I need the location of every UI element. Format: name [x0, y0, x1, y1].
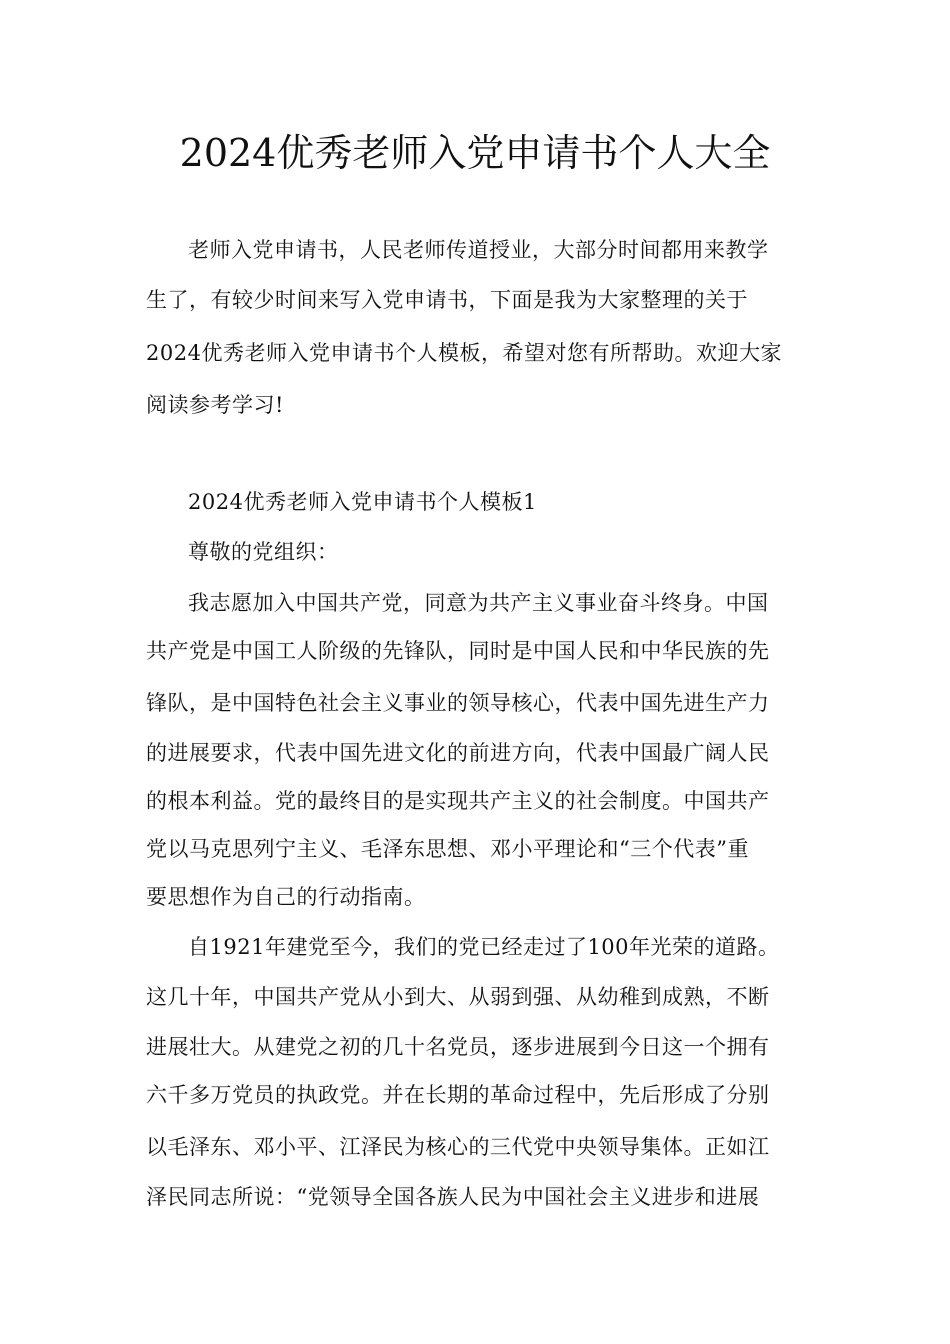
- paragraph2-line-1: 自1921年建党至今，我们的党已经走过了100年光荣的道路。: [188, 935, 780, 959]
- paragraph1-line-5: 的根本利益。党的最终目的是实现共产主义的社会制度。中国共产: [146, 789, 770, 813]
- paragraph1-line-2: 共产党是中国工人阶级的先锋队，同时是中国人民和中华民族的先: [146, 639, 770, 663]
- paragraph2-line-5: 以毛泽东、邓小平、江泽民为核心的三代党中央领导集体。正如江: [146, 1135, 770, 1159]
- paragraph2-line-3: 进展壮大。从建党之初的几十名党员，逐步进展到今日这一个拥有: [146, 1035, 770, 1059]
- paragraph1-line-7: 要思想作为自己的行动指南。: [146, 885, 426, 909]
- intro-line-1: 老师入党申请书，人民老师传道授业，大部分时间都用来教学: [188, 238, 769, 262]
- paragraph1-line-4: 的进展要求，代表中国先进文化的前进方向，代表中国最广阔人民: [146, 741, 770, 765]
- section-heading: 2024优秀老师入党申请书个人模板1: [188, 490, 537, 514]
- paragraph2-line-4: 六千多万党员的执政党。并在长期的革命过程中，先后形成了分别: [146, 1083, 770, 1107]
- paragraph2-line-6: 泽民同志所说：“党领导全国各族人民为中国社会主义进步和进展: [146, 1185, 760, 1209]
- intro-line-2: 生了，有较少时间来写入党申请书，下面是我为大家整理的关于: [146, 288, 748, 312]
- intro-line-4: 阅读参考学习!: [146, 393, 284, 417]
- paragraph1-line-3: 锋队，是中国特色社会主义事业的领导核心，代表中国先进生产力: [146, 691, 770, 715]
- paragraph1-line-6: 党以马克思列宁主义、毛泽东思想、邓小平理论和“三个代表”重: [146, 837, 749, 861]
- intro-line-3: 2024优秀老师入党申请书个人模板，希望对您有所帮助。欢迎大家: [146, 341, 782, 365]
- paragraph2-line-2: 这几十年，中国共产党从小到大、从弱到强、从幼稚到成熟，不断: [146, 985, 770, 1009]
- paragraph1-line-1: 我志愿加入中国共产党，同意为共产主义事业奋斗终身。中国: [188, 591, 769, 615]
- salutation: 尊敬的党组织：: [188, 540, 339, 564]
- document-title: 2024优秀老师入党申请书个人大全: [179, 131, 771, 175]
